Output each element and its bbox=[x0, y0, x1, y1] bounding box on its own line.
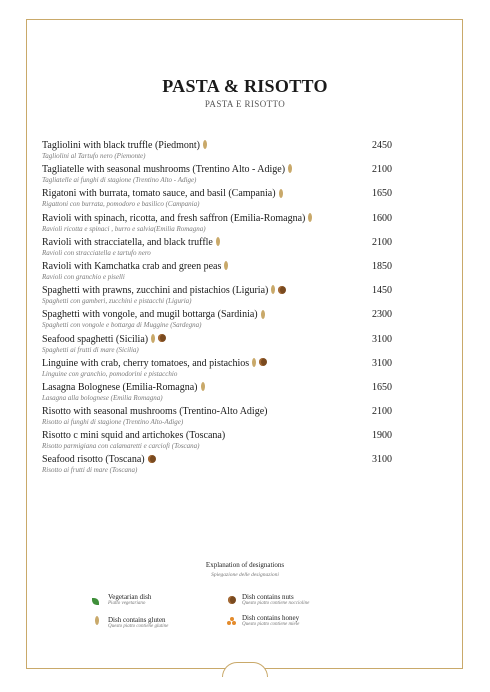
dish-name bbox=[42, 454, 156, 465]
dish-italian-name: Spaghetti con gamberi, zucchini e pistacchi (Liguria) bbox=[42, 297, 192, 306]
legend-sublabel: Questo piatto contiene noccioline bbox=[242, 601, 310, 606]
menu-item bbox=[42, 140, 392, 164]
wheat-icon bbox=[261, 310, 265, 319]
legend-nuts bbox=[242, 593, 309, 606]
frame-ornament bbox=[222, 662, 268, 677]
legend-label: Dish contains honey bbox=[242, 614, 300, 622]
wheat-icon bbox=[151, 334, 155, 343]
dish-name bbox=[42, 358, 267, 369]
dish-name bbox=[42, 188, 283, 199]
dish-name bbox=[42, 382, 205, 393]
legend-vegetarian bbox=[108, 593, 151, 606]
dish-name-text: Spaghetti with vongole, and mugil bottarga (Sardinia) bbox=[42, 309, 258, 321]
dish-name-text: Risotto c mini squid and artichokes (Toscana) bbox=[42, 430, 226, 442]
menu-item bbox=[42, 285, 392, 309]
dish-italian-name: Linguine con granchio, pomodorini e pistacchio bbox=[42, 369, 178, 378]
menu-item bbox=[42, 358, 392, 382]
page-subtitle: PASTA E RISOTTO bbox=[204, 99, 286, 109]
wheat-icon bbox=[252, 358, 256, 367]
dish-price: 1600 bbox=[372, 212, 392, 224]
dish-italian-name: Risotto ai funghi di stagione (Trentino Alto-Adige) bbox=[42, 418, 184, 427]
dish-name-text: Spaghetti with prawns, zucchini and pistachios (Liguria) bbox=[42, 285, 269, 297]
dish-name bbox=[42, 140, 207, 151]
wheat-icon bbox=[224, 261, 228, 270]
dish-italian-name: Tagliolini al Tartufo nero (Piemonte) bbox=[42, 152, 146, 160]
dish-price: 3100 bbox=[372, 454, 392, 466]
wheat-icon bbox=[203, 140, 207, 149]
dish-italian-name: Ravioli con stracciatella e tartufo nero bbox=[42, 248, 151, 257]
dish-name-text: Ravioli with spinach, ricotta, and fresh saffron (Emilia-Romagna) bbox=[42, 212, 306, 224]
dish-name bbox=[42, 164, 292, 175]
nut-icon bbox=[259, 358, 267, 366]
dish-italian-name: Ravioli ricotta e spinaci , burro e salvia(Emilia Romagna) bbox=[42, 224, 206, 233]
dish-name bbox=[42, 213, 312, 224]
menu-item bbox=[42, 213, 392, 237]
wheat-icon bbox=[279, 189, 283, 198]
dish-italian-name: Spaghetti con vongole e bottarga di Muggine (Sardegna) bbox=[42, 321, 202, 330]
legend-title: Explanation of designations bbox=[205, 561, 285, 569]
dish-name bbox=[42, 430, 225, 441]
menu-item bbox=[42, 430, 392, 454]
dish-italian-name: Ravioli con granchio e piselli bbox=[42, 272, 125, 281]
menu-item bbox=[42, 237, 392, 261]
wheat-icon bbox=[308, 213, 312, 222]
nut-icon bbox=[278, 286, 286, 294]
menu-item bbox=[42, 261, 392, 285]
dish-price: 1650 bbox=[372, 188, 392, 200]
dish-name-text: Linguine with crab, cherry tomatoes, and pistachios bbox=[42, 357, 250, 369]
dish-price: 2100 bbox=[372, 164, 392, 176]
dish-name-text: Seafood spaghetti (Sicilia) bbox=[42, 333, 149, 345]
menu-list bbox=[42, 140, 392, 479]
dish-name-text: Ravioli with stracciatella, and black truffle bbox=[42, 236, 213, 248]
leaf-icon bbox=[92, 598, 99, 605]
dish-price: 2100 bbox=[372, 406, 392, 418]
dish-name-text: Lasagna Bolognese (Emilia-Romagna) bbox=[42, 381, 198, 393]
dish-name-text: Rigatoni with burrata, tomato sauce, and basil (Campania) bbox=[42, 188, 276, 200]
dish-italian-name: Tagliatelle ai funghi di stagione (Trentino Alto - Adige) bbox=[42, 176, 197, 185]
legend-label: Dish contains nuts bbox=[242, 593, 294, 601]
dish-price: 2300 bbox=[372, 309, 392, 321]
dish-name-text: Tagliolini with black truffle (Piedmont) bbox=[42, 140, 200, 151]
legend-label: Vegetarian dish bbox=[108, 593, 152, 601]
menu-item bbox=[42, 334, 392, 358]
dish-price: 1900 bbox=[372, 430, 392, 442]
menu-item bbox=[42, 164, 392, 188]
menu-item bbox=[42, 309, 392, 333]
legend-subtitle: Spiegazione delle designazioni bbox=[211, 572, 279, 578]
dish-italian-name: Rigattoni con burrata, pomodoro e basilico (Campania) bbox=[42, 200, 200, 209]
wheat-icon bbox=[216, 237, 220, 246]
dish-name bbox=[42, 309, 265, 320]
legend-sublabel: Questo piatto contiene miele bbox=[242, 622, 300, 627]
dish-italian-name: Risotto parmigiana con calamaretti e carciofi (Toscana) bbox=[42, 442, 200, 451]
dish-name-text: Seafood risotto (Toscana) bbox=[42, 454, 145, 466]
dish-price: 1650 bbox=[372, 381, 392, 393]
dish-price: 1450 bbox=[372, 285, 392, 297]
dish-name bbox=[42, 406, 267, 417]
dish-price: 1850 bbox=[372, 260, 392, 272]
dish-name bbox=[42, 237, 220, 248]
nut-icon bbox=[228, 596, 236, 604]
legend-sublabel: Questo piatto contiene glutine bbox=[108, 624, 169, 629]
legend-gluten bbox=[108, 616, 168, 629]
dish-name-text: Tagliatelle with seasonal mushrooms (Trentino Alto - Adige) bbox=[42, 164, 286, 176]
menu-item bbox=[42, 188, 392, 212]
dish-name-text: Ravioli with Kamchatka crab and green peas bbox=[42, 260, 222, 272]
dish-name bbox=[42, 285, 286, 296]
menu-item bbox=[42, 406, 392, 430]
dish-price: 2100 bbox=[372, 236, 392, 248]
wheat-icon bbox=[201, 382, 205, 391]
wheat-icon bbox=[95, 616, 99, 625]
dish-price: 3100 bbox=[372, 333, 392, 345]
honey-icon bbox=[227, 617, 236, 625]
dish-name bbox=[42, 334, 166, 345]
dish-price: 3100 bbox=[372, 357, 392, 369]
dish-italian-name: Spaghetti ai frutti di mare (Sicilia) bbox=[42, 345, 139, 354]
menu-item bbox=[42, 382, 392, 406]
nut-icon bbox=[158, 334, 166, 342]
legend-sublabel: Piatto vegetariano bbox=[108, 601, 146, 606]
legend-label: Dish contains gluten bbox=[108, 616, 166, 624]
nut-icon bbox=[148, 455, 156, 463]
wheat-icon bbox=[288, 164, 292, 173]
page-title: PASTA & RISOTTO bbox=[162, 76, 328, 96]
menu-item bbox=[42, 454, 392, 478]
dish-name bbox=[42, 261, 228, 272]
dish-italian-name: Risotto ai frutti di mare (Toscana) bbox=[42, 466, 138, 475]
dish-price: 2450 bbox=[372, 140, 392, 151]
dish-italian-name: Lasagna alla bolognese (Emilia Romagna) bbox=[42, 393, 163, 402]
wheat-icon bbox=[271, 285, 275, 294]
dish-name-text: Risotto with seasonal mushrooms (Trentino-Alto Adige) bbox=[42, 406, 268, 418]
legend-honey bbox=[242, 614, 299, 627]
